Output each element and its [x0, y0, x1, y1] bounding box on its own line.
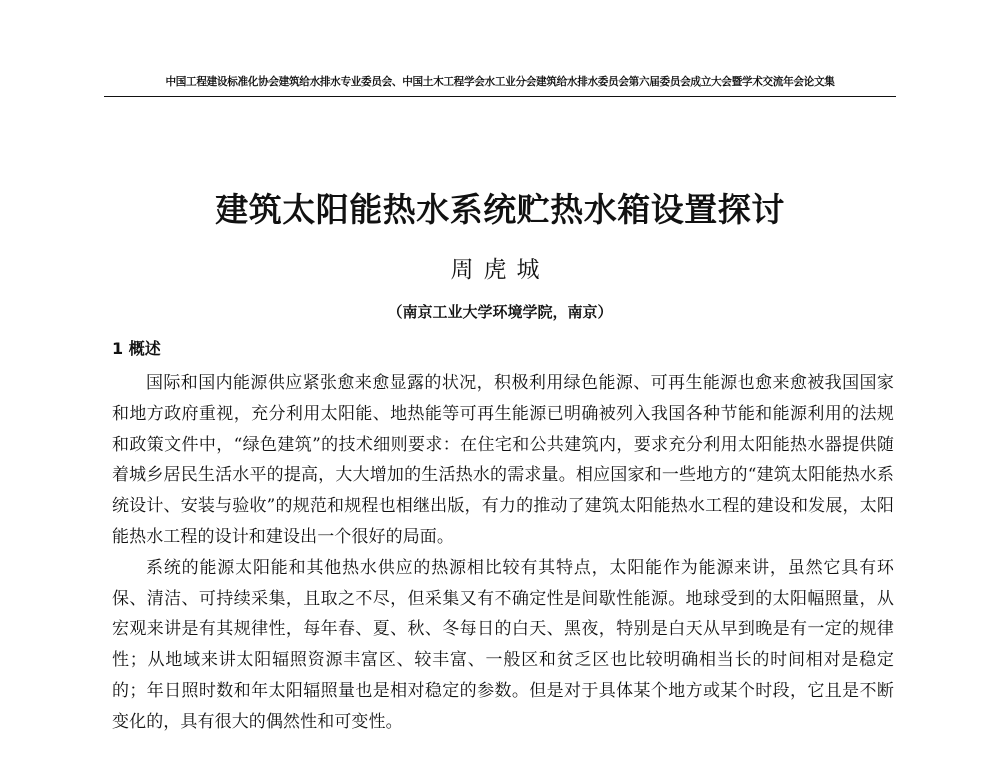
header-rule	[104, 96, 896, 97]
author-affiliation: （南京工业大学环境学院，南京）	[387, 303, 613, 321]
paragraph: 国际和国内能源供应紧张愈来愈显露的状况，积极利用绿色能源、可再生能源也愈来愈被我国国家和地方政府重视，充分利用太阳能、地热能等可再生能源已明确被列入我国各种节能和能源利用的法规和政策文件中，“绿色建筑”的技术细则要求：在住宅和公共建筑内，要求充分利用太阳能热水器提供随着城乡居民生活水平的提高，大大增加的生活热水的需求量。相应国家和一些地方的“建筑太阳能热水系统设计、安装与验收”的规范和规程也相继出版，有力的推动了建筑太阳能热水工程的建设和发展，太阳能热水工程的设计和建设出一个很好的局面。	[112, 373, 894, 547]
paragraph: 系统的能源太阳能和其他热水供应的热源相比较有其特点，太阳能作为能源来讲，虽然它具有环保、清洁、可持续采集，且取之不尽，但采集又有不确定性是间歇性能源。地球受到的太阳幅照量，从宏观来讲是有其规律性，每年春、夏、秋、冬每日的白天、黑夜，特别是白天从早到晚是有一定的规律性；从地域来讲太阳辐照资源丰富区、较丰富、一般区和贫乏区也比较明确相当长的时间相对是稳定的；年日照时数和年太阳辐照量也是相对稳定的参数。但是对于具体某个地方或某个时段，它且是不断变化的，具有很大的偶然性和可变性。	[112, 557, 894, 732]
author-name: 周虎城	[450, 257, 550, 283]
paper-title: 建筑太阳能热水系统贮热水箱设置探讨	[215, 190, 785, 229]
running-header: 中国工程建设标准化协会建筑给水排水专业委员会、中国土木工程学会水工业分会建筑给水排水委员会第六届委员会成立大会暨学术交流年会论文集	[165, 76, 835, 88]
section-body	[112, 368, 894, 738]
section-heading: 1 概述	[112, 339, 161, 358]
